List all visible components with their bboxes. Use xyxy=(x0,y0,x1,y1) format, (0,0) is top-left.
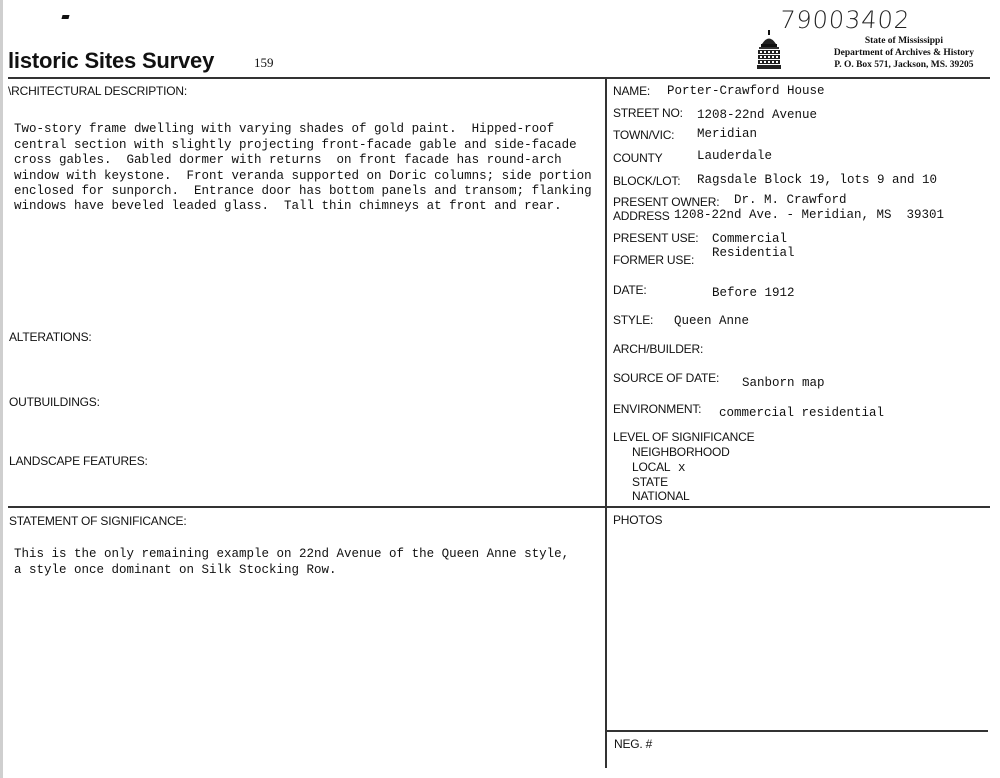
significance-line: a style once dominant on Silk Stocking Row. xyxy=(14,562,337,577)
landscape-features-label: LANDSCAPE FEATURES: xyxy=(9,454,148,468)
block-lot-value: Ragsdale Block 19, lots 9 and 10 xyxy=(697,173,938,187)
source-of-date-value: Sanborn map xyxy=(742,376,825,390)
outbuildings-label: OUTBUILDINGS: xyxy=(9,395,100,409)
handwritten-accession-number: 79003402 xyxy=(779,6,912,34)
photos-label: PHOTOS xyxy=(613,513,663,527)
source-of-date-label: SOURCE OF DATE: xyxy=(613,371,720,385)
form-title: listoric Sites Survey xyxy=(8,48,215,73)
capitol-building-icon xyxy=(756,30,782,70)
agency-po-box: P. O. Box 571, Jackson, MS. 39205 xyxy=(834,60,974,70)
neg-rule xyxy=(605,730,988,732)
agency-state: State of Mississippi xyxy=(864,36,943,46)
street-no-value: 1208-22nd Avenue xyxy=(697,108,818,122)
description-line: enclosed for sunporch. Entrance door has bottom panels and transom; flanking xyxy=(14,184,592,199)
present-use-value: Commercial xyxy=(712,232,788,246)
header-rule xyxy=(8,77,990,79)
date-value: Before 1912 xyxy=(712,286,795,300)
middle-rule xyxy=(8,506,990,508)
former-use-value: Residential xyxy=(712,246,795,260)
town-vic-value: Meridian xyxy=(697,127,758,141)
agency-department: Department of Archives & History xyxy=(833,48,974,58)
address-label: ADDRESS xyxy=(613,209,670,223)
county-value: Lauderdale xyxy=(697,149,773,163)
statement-of-significance-label: STATEMENT OF SIGNIFICANCE: xyxy=(9,514,187,528)
level-national-option: NATIONAL xyxy=(632,489,690,503)
level-state-option: STATE xyxy=(632,475,668,489)
name-label: NAME: xyxy=(613,84,651,98)
block-lot-label: BLOCK/LOT: xyxy=(613,174,681,188)
street-no-label: STREET NO: xyxy=(613,106,683,120)
level-local-option: LOCAL xyxy=(632,460,671,474)
former-use-label: FORMER USE: xyxy=(613,253,695,267)
alterations-label: ALTERATIONS: xyxy=(9,330,92,344)
address-value: 1208-22nd Ave. - Meridian, MS 39301 xyxy=(674,208,945,222)
page-number: 159 xyxy=(254,55,274,70)
description-line: central section with slightly projecting front-facade gable and side-facade xyxy=(14,137,577,152)
present-owner-label: PRESENT OWNER: xyxy=(613,195,720,209)
statement-of-significance-text xyxy=(14,532,569,609)
style-value: Queen Anne xyxy=(674,314,750,328)
present-owner-value: Dr. M. Crawford xyxy=(734,193,847,207)
description-line: windows have beveled leaded glass. Tall thin chimneys at front and rear. xyxy=(14,199,562,214)
environment-value: commercial residential xyxy=(719,406,885,420)
level-neighborhood-option: NEIGHBORHOOD xyxy=(632,445,730,459)
agency-address-block xyxy=(834,35,974,71)
architectural-description-text xyxy=(14,107,592,246)
name-value: Porter-Crawford House xyxy=(667,84,825,98)
arch-builder-label: ARCH/BUILDER: xyxy=(613,342,704,356)
description-line: window with keystone. Front veranda supported on Doric columns; side portion xyxy=(14,168,592,183)
level-of-significance-label: LEVEL OF SIGNIFICANCE xyxy=(613,430,755,444)
environment-label: ENVIRONMENT: xyxy=(613,402,702,416)
town-vic-label: TOWN/VIC: xyxy=(613,128,675,142)
architectural-description-label: \RCHITECTURAL DESCRIPTION: xyxy=(8,84,188,98)
present-use-label: PRESENT USE: xyxy=(613,231,699,245)
description-line: Two-story frame dwelling with varying shades of gold paint. Hipped-roof xyxy=(14,122,555,137)
significance-line: This is the only remaining example on 22nd Avenue of the Queen Anne style, xyxy=(14,547,570,562)
date-label: DATE: xyxy=(613,283,647,297)
description-line: cross gables. Gabled dormer with returns on front facade has round-arch xyxy=(14,153,562,168)
style-label: STYLE: xyxy=(613,313,654,327)
column-divider xyxy=(605,77,607,768)
neg-number-label: NEG. # xyxy=(614,737,653,751)
county-label: COUNTY xyxy=(613,151,663,165)
level-local-mark: x xyxy=(678,461,686,475)
scan-edge xyxy=(0,0,3,778)
stray-ink-mark xyxy=(61,15,69,19)
